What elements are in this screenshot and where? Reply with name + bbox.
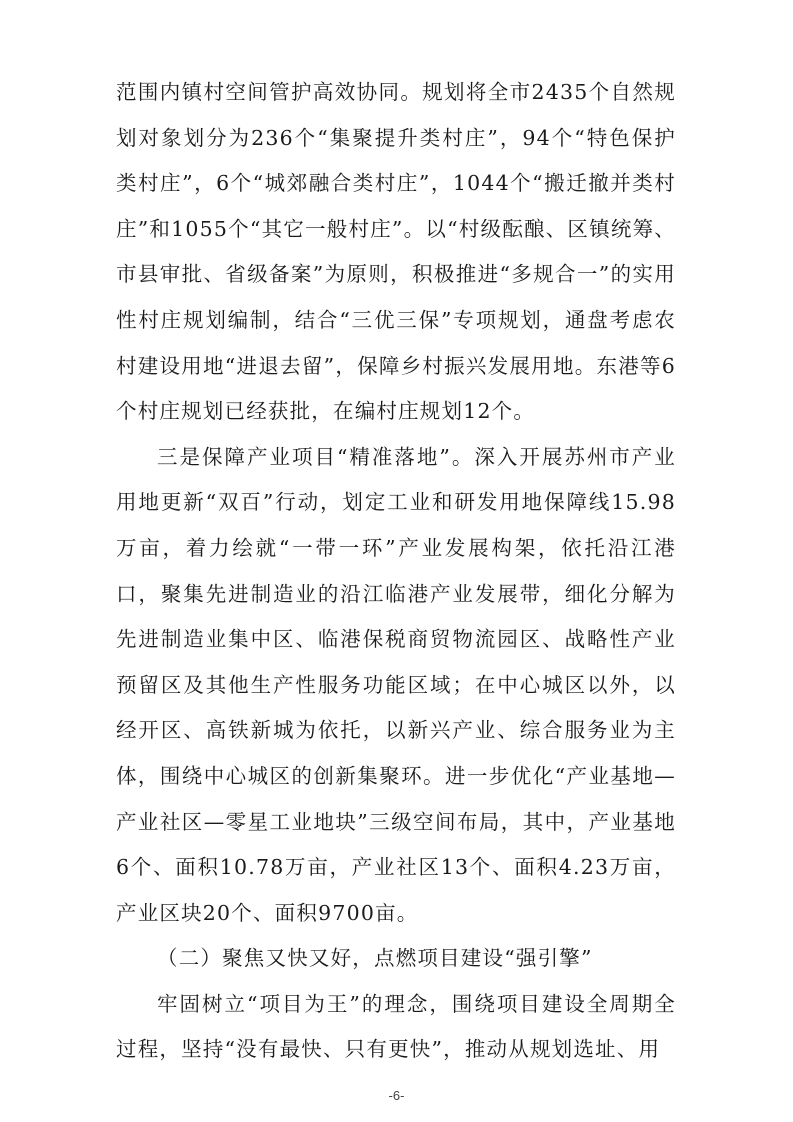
paragraph-village-planning: 范围内镇村空间管护高效协同。规划将全市2435个自然规划对象划分为236个“集聚提升类村庄”，94个“特色保护类村庄”，6个“城郊融合类村庄”，1044个“搬迁撤并类村庄”和1055个“其它一般村庄”。以“村级酝酿、区镇统筹、市县审批、省级备案”为原则，积极推进“多规合一”的实用性村庄规划编制，结合“三优三保”专项规划，通盘考虑农村建设用地“进退去留”，保障乡村振兴发展用地。东港等6个村庄规划已经获批，在编村庄规划12个。 [116,80,676,424]
document-body [116,70,676,1073]
paragraph-project-construction: 牢固树立“项目为王”的理念，围绕项目建设全周期全过程，坚持“没有最快、只有更快”，推动从规划选址、用 [116,991,676,1062]
section-heading: （二）聚焦又快又好，点燃项目建设“强引擎” [157,946,593,971]
page-number: -6- [388,1088,405,1103]
paragraph-industrial-land: 三是保障产业项目“精准落地”。深入开展苏州市产业用地更新“双百”行动，划定工业和研发用地保障线15.98万亩，着力绘就“一带一环”产业发展构架，依托沿江港口，聚集先进制造业的沿江临港产业发展带，细化分解为先进制造业集中区、临港保税商贸物流园区、战略性产业预留区及其他生产性服务功能区域；在中心城区以外，以经开区、高铁新城为依托，以新兴产业、综合服务业为主体，围绕中心城区的创新集聚环。进一步优化“产业基地—产业社区—零星工业地块”三级空间布局，其中，产业基地6个、面积10.78万亩，产业社区13个、面积4.23万亩，产业区块20个、面积9700亩。 [116,444,676,925]
